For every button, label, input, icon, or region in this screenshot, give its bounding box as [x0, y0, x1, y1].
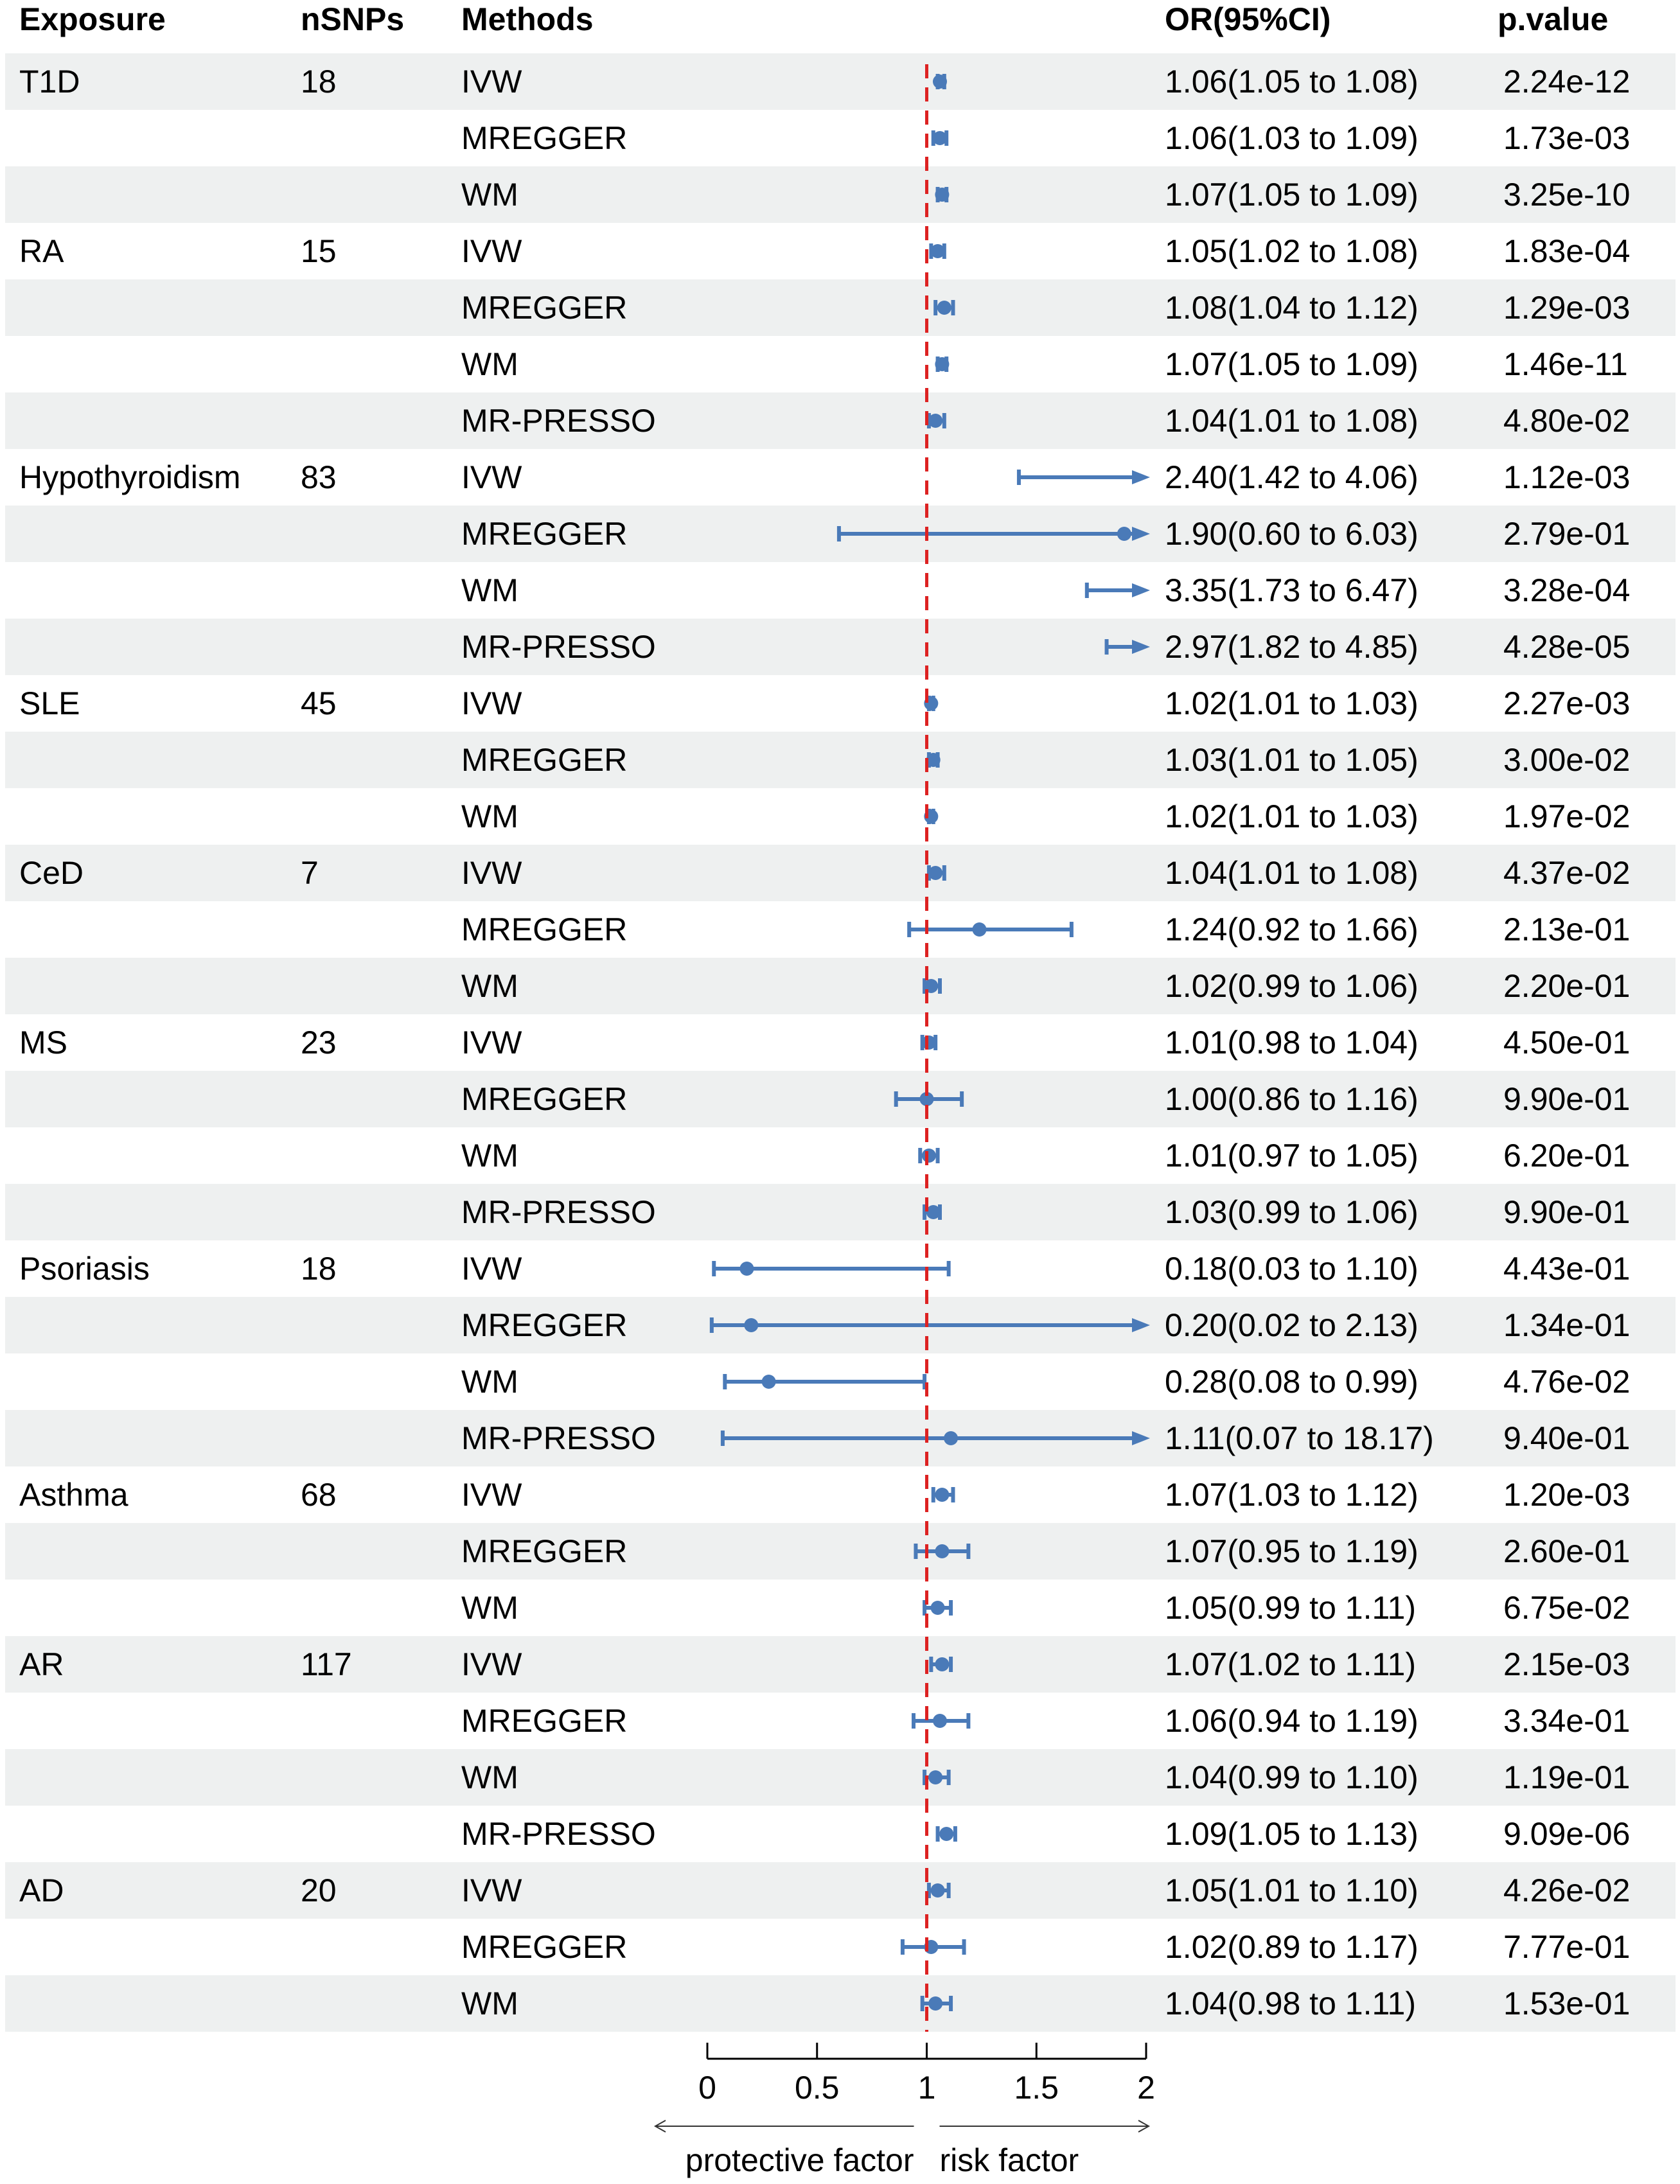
pvalue-cell: 1.53e-01	[1503, 1986, 1631, 2021]
header-exposure: Exposure	[19, 1, 166, 37]
nsnps-cell: 7	[301, 855, 319, 891]
method-cell: MR-PRESSO	[461, 1194, 656, 1230]
pvalue-cell: 1.20e-03	[1503, 1477, 1631, 1513]
point-estimate	[928, 1770, 942, 1784]
pvalue-cell: 4.80e-02	[1503, 403, 1631, 439]
nsnps-cell: 23	[301, 1025, 337, 1061]
point-estimate	[933, 131, 947, 145]
point-estimate	[922, 1149, 936, 1163]
row-stripe	[5, 1184, 1676, 1240]
or-cell: 1.06(1.03 to 1.09)	[1165, 120, 1419, 156]
nsnps-cell: 68	[301, 1477, 337, 1513]
tick-label: 0	[698, 2070, 716, 2106]
point-estimate	[744, 1318, 758, 1332]
method-cell: IVW	[461, 1872, 522, 1908]
point-estimate	[926, 753, 941, 767]
or-cell: 1.05(1.02 to 1.08)	[1165, 233, 1419, 269]
pvalue-cell: 3.28e-04	[1503, 572, 1631, 608]
exposure-cell: SLE	[19, 685, 80, 721]
pvalue-cell: 1.83e-04	[1503, 233, 1631, 269]
pvalue-cell: 3.34e-01	[1503, 1703, 1631, 1739]
point-estimate	[931, 244, 945, 258]
method-cell: WM	[461, 1759, 518, 1795]
header-pvalue: p.value	[1498, 1, 1609, 37]
method-cell: IVW	[461, 1646, 522, 1682]
row-stripes	[5, 53, 1676, 2032]
row-stripe	[5, 53, 1676, 110]
nsnps-cell: 18	[301, 1251, 337, 1287]
pvalue-cell: 4.28e-05	[1503, 629, 1631, 665]
point-estimate	[922, 1035, 936, 1050]
method-cell: MREGGER	[461, 1307, 628, 1343]
pvalue-cell: 1.73e-03	[1503, 120, 1631, 156]
or-cell: 1.03(0.99 to 1.06)	[1165, 1194, 1419, 1230]
or-cell: 1.06(1.05 to 1.08)	[1165, 64, 1419, 100]
method-cell: MREGGER	[461, 120, 628, 156]
method-cell: MREGGER	[461, 516, 628, 552]
method-cell: WM	[461, 1986, 518, 2021]
or-cell: 1.02(1.01 to 1.03)	[1165, 685, 1419, 721]
pvalue-cell: 4.37e-02	[1503, 855, 1631, 891]
tick-label: 2	[1137, 2070, 1155, 2106]
or-cell: 3.35(1.73 to 6.47)	[1165, 572, 1419, 608]
or-cell: 1.03(1.01 to 1.05)	[1165, 742, 1419, 778]
pvalue-cell: 4.76e-02	[1503, 1364, 1631, 1400]
pvalue-cell: 9.90e-01	[1503, 1081, 1631, 1117]
or-cell: 1.01(0.98 to 1.04)	[1165, 1025, 1419, 1061]
or-cell: 1.04(0.98 to 1.11)	[1165, 1986, 1417, 2021]
nsnps-cell: 45	[301, 685, 337, 721]
pvalue-cell: 6.75e-02	[1503, 1590, 1631, 1626]
or-cell: 1.07(0.95 to 1.19)	[1165, 1533, 1419, 1569]
or-cell: 1.90(0.60 to 6.03)	[1165, 516, 1419, 552]
nsnps-cell: 20	[301, 1872, 337, 1908]
or-cell: 1.02(1.01 to 1.03)	[1165, 798, 1419, 834]
method-cell: MREGGER	[461, 1533, 628, 1569]
or-cell: 2.40(1.42 to 4.06)	[1165, 459, 1419, 495]
exposure-cell: AR	[19, 1646, 64, 1682]
header-or: OR(95%CI)	[1165, 1, 1331, 37]
point-estimate	[928, 414, 942, 428]
point-estimate	[935, 1657, 949, 1671]
method-cell: WM	[461, 177, 518, 213]
header-methods: Methods	[461, 1, 594, 37]
method-cell: MR-PRESSO	[461, 1816, 656, 1852]
point-estimate	[935, 188, 949, 202]
row-stripe	[5, 1862, 1676, 1919]
nsnps-cell: 15	[301, 233, 337, 269]
method-cell: MREGGER	[461, 911, 628, 947]
table-header	[19, 1, 1608, 37]
row-stripe	[5, 845, 1676, 901]
row-stripe	[5, 958, 1676, 1014]
row-stripe	[5, 732, 1676, 788]
pvalue-cell: 7.77e-01	[1503, 1929, 1631, 1965]
nsnps-cell: 83	[301, 459, 337, 495]
row-stripe	[5, 1975, 1676, 2032]
point-estimate	[931, 1601, 945, 1615]
method-cell: IVW	[461, 685, 522, 721]
method-cell: IVW	[461, 233, 522, 269]
pvalue-cell: 9.40e-01	[1503, 1420, 1631, 1456]
protective-label: protective factor	[685, 2142, 914, 2178]
pvalue-cell: 2.20e-01	[1503, 968, 1631, 1004]
or-cell: 1.05(1.01 to 1.10)	[1165, 1872, 1419, 1908]
method-cell: IVW	[461, 459, 522, 495]
exposure-cell: RA	[19, 233, 64, 269]
or-cell: 2.97(1.82 to 4.85)	[1165, 629, 1419, 665]
header-nsnps: nSNPs	[301, 1, 405, 37]
risk-label: risk factor	[939, 2142, 1079, 2178]
method-cell: WM	[461, 346, 518, 382]
pvalue-cell: 6.20e-01	[1503, 1138, 1631, 1174]
point-estimate	[762, 1375, 776, 1389]
pvalue-cell: 4.50e-01	[1503, 1025, 1631, 1061]
pvalue-cell: 1.29e-03	[1503, 290, 1631, 326]
point-estimate	[933, 1714, 947, 1728]
method-cell: IVW	[461, 1477, 522, 1513]
point-estimate	[739, 1262, 754, 1276]
row-stripe	[5, 1749, 1676, 1806]
pvalue-cell: 9.90e-01	[1503, 1194, 1631, 1230]
exposure-cell: MS	[19, 1025, 67, 1061]
pvalue-cell: 2.79e-01	[1503, 516, 1631, 552]
row-stripe	[5, 619, 1676, 675]
or-cell: 0.28(0.08 to 0.99)	[1165, 1364, 1419, 1400]
point-estimate	[935, 1488, 949, 1502]
or-cell: 1.08(1.04 to 1.12)	[1165, 290, 1419, 326]
or-cell: 1.01(0.97 to 1.05)	[1165, 1138, 1419, 1174]
method-cell: WM	[461, 572, 518, 608]
nsnps-cell: 18	[301, 64, 337, 100]
or-cell: 1.02(0.99 to 1.06)	[1165, 968, 1419, 1004]
or-cell: 1.07(1.05 to 1.09)	[1165, 177, 1419, 213]
pvalue-cell: 2.60e-01	[1503, 1533, 1631, 1569]
or-cell: 1.06(0.94 to 1.19)	[1165, 1703, 1419, 1739]
x-axis	[655, 2043, 1155, 2178]
nsnps-cell: 117	[301, 1646, 352, 1682]
row-stripe	[5, 1071, 1676, 1127]
or-cell: 1.00(0.86 to 1.16)	[1165, 1081, 1419, 1117]
pvalue-cell: 3.25e-10	[1503, 177, 1631, 213]
method-cell: MR-PRESSO	[461, 629, 656, 665]
method-cell: IVW	[461, 855, 522, 891]
point-estimate	[972, 922, 986, 937]
method-cell: MREGGER	[461, 742, 628, 778]
or-cell: 1.07(1.03 to 1.12)	[1165, 1477, 1419, 1513]
row-stripe	[5, 279, 1676, 336]
pvalue-cell: 2.13e-01	[1503, 911, 1631, 947]
row-stripe	[5, 392, 1676, 449]
pvalue-cell: 9.09e-06	[1503, 1816, 1631, 1852]
or-cell: 1.04(1.01 to 1.08)	[1165, 855, 1419, 891]
table-rows	[19, 64, 1630, 2021]
method-cell: WM	[461, 1590, 518, 1626]
point-estimate	[933, 75, 947, 89]
pvalue-cell: 1.12e-03	[1503, 459, 1631, 495]
exposure-cell: Psoriasis	[19, 1251, 150, 1287]
point-estimate	[935, 1544, 949, 1558]
exposure-cell: CeD	[19, 855, 84, 891]
pvalue-cell: 2.15e-03	[1503, 1646, 1631, 1682]
point-estimate	[928, 866, 942, 880]
or-cell: 1.04(1.01 to 1.08)	[1165, 403, 1419, 439]
ci-arrow	[1132, 470, 1150, 484]
pvalue-cell: 1.34e-01	[1503, 1307, 1631, 1343]
method-cell: WM	[461, 1364, 518, 1400]
tick-label: 0.5	[794, 2070, 840, 2106]
tick-label: 1	[917, 2070, 936, 2106]
point-estimate	[926, 1205, 941, 1219]
tick-label: 1.5	[1014, 2070, 1059, 2106]
point-estimate	[944, 1431, 958, 1445]
point-estimate	[939, 1827, 953, 1841]
or-cell: 1.02(0.89 to 1.17)	[1165, 1929, 1419, 1965]
method-cell: MREGGER	[461, 290, 628, 326]
method-cell: MREGGER	[461, 1703, 628, 1739]
pvalue-cell: 2.24e-12	[1503, 64, 1631, 100]
method-cell: WM	[461, 798, 518, 834]
point-estimate	[1117, 527, 1131, 541]
point-estimate	[928, 1996, 942, 2011]
pvalue-cell: 1.46e-11	[1503, 346, 1628, 382]
exposure-cell: AD	[19, 1872, 64, 1908]
method-cell: IVW	[461, 1251, 522, 1287]
pvalue-cell: 3.00e-02	[1503, 742, 1631, 778]
or-cell: 1.24(0.92 to 1.66)	[1165, 911, 1419, 947]
method-cell: MREGGER	[461, 1081, 628, 1117]
method-cell: MR-PRESSO	[461, 403, 656, 439]
pvalue-cell: 4.26e-02	[1503, 1872, 1631, 1908]
pvalue-cell: 4.43e-01	[1503, 1251, 1631, 1287]
row-stripe	[5, 166, 1676, 223]
row-stripe	[5, 1636, 1676, 1693]
method-cell: MREGGER	[461, 1929, 628, 1965]
pvalue-cell: 1.19e-01	[1503, 1759, 1631, 1795]
or-cell: 1.11(0.07 to 18.17)	[1165, 1420, 1434, 1456]
or-cell: 1.04(0.99 to 1.10)	[1165, 1759, 1419, 1795]
exposure-cell: Hypothyroidism	[19, 459, 241, 495]
or-cell: 1.07(1.05 to 1.09)	[1165, 346, 1419, 382]
point-estimate	[937, 301, 951, 315]
point-estimate	[931, 1883, 945, 1898]
method-cell: MR-PRESSO	[461, 1420, 656, 1456]
or-cell: 1.05(0.99 to 1.11)	[1165, 1590, 1417, 1626]
pvalue-cell: 2.27e-03	[1503, 685, 1631, 721]
or-cell: 1.07(1.02 to 1.11)	[1165, 1646, 1417, 1682]
method-cell: WM	[461, 968, 518, 1004]
method-cell: IVW	[461, 1025, 522, 1061]
ci-arrow	[1132, 583, 1150, 597]
point-estimate	[935, 357, 949, 371]
pvalue-cell: 1.97e-02	[1503, 798, 1631, 834]
or-cell: 0.20(0.02 to 2.13)	[1165, 1307, 1419, 1343]
or-cell: 0.18(0.03 to 1.10)	[1165, 1251, 1419, 1287]
row-stripe	[5, 1523, 1676, 1580]
exposure-cell: T1D	[19, 64, 80, 100]
exposure-cell: Asthma	[19, 1477, 128, 1513]
forest-marks	[712, 74, 1150, 2011]
method-cell: WM	[461, 1138, 518, 1174]
or-cell: 1.09(1.05 to 1.13)	[1165, 1816, 1419, 1852]
method-cell: IVW	[461, 64, 522, 100]
